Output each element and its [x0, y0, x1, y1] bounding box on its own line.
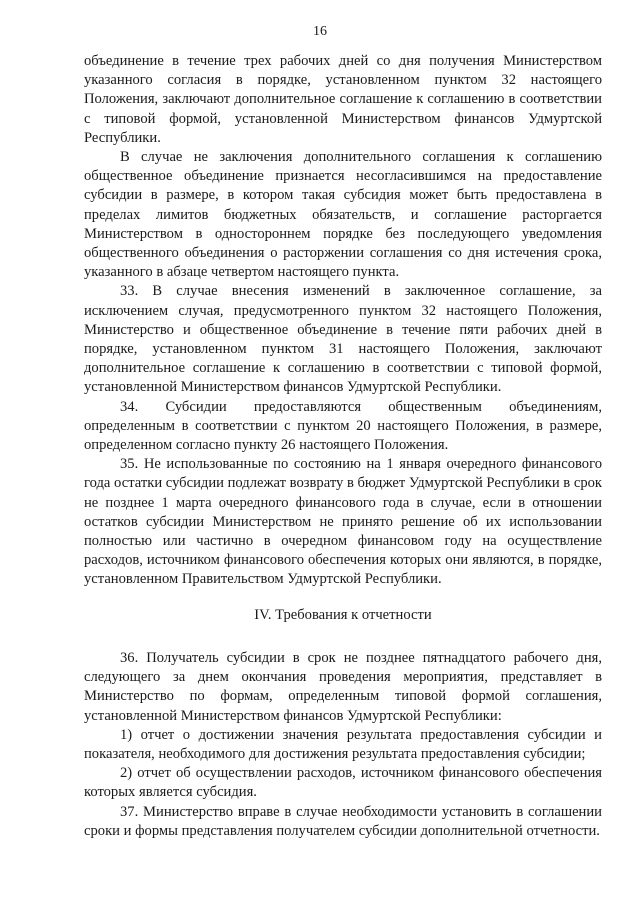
paragraph-item-34: 34. Субсидии предоставляются общественным объединениям, определенным в соответствии с пунктом 20 настоящего Положения, в размере, определенном согласно пункту 26 настоящего Положения.	[84, 398, 602, 454]
paragraph-continuation: объединение в течение трех рабочих дней со дня получения Министерством указанного согласия в порядке, установленном пунктом 32 настоящего Положения, заключают дополнительное соглашение к соглашению в соответствии с типовой формой, установленной Министерством финансов Удмуртской Республики.	[84, 53, 602, 146]
paragraph: В случае не заключения дополнительного соглашения к соглашению общественное объединение признается несогласившимся на предоставление субсидии в размере, в котором такая субсидия может быть предоставлена в пределах лимитов бюджетных обязательств, и соглашение расторгается Министерством в одностороннем порядке без последующего уведомления общественного объединения о расторжении соглашения со дня истечения срока, указанного в абзаце четвертом настоящего пункта.	[84, 149, 602, 281]
paragraph-subitem-2: 2) отчет об осуществлении расходов, источником финансового обеспечения которых является субсидия.	[84, 765, 602, 801]
page-number: 16	[313, 24, 327, 39]
paragraph-item-36: 36. Получатель субсидии в срок не позднее пятнадцатого рабочего дня, следующего за днем окончания проведения мероприятия, представляет в Министерство по формам, определенным типовой формой соглашения, установленной Министерством финансов Удмуртской Республики:	[84, 649, 602, 724]
paragraph-item-37: 37. Министерство вправе в случае необходимости установить в соглашении сроки и формы представления получателем субсидии дополнительной отчетности.	[84, 803, 602, 839]
section-heading: IV. Требования к отчетности	[254, 606, 432, 623]
paragraph-subitem-1: 1) отчет о достижении значения результата предоставления субсидии и показателя, необходимого для достижения результата предоставления субсидии;	[84, 726, 602, 762]
paragraph-item-35: 35. Не использованные по состоянию на 1 января очередного финансового года остатки субсидии подлежат возврату в бюджет Удмуртской Республики в срок не позднее 1 марта очередного финансового года в случае, если в отношении остатков субсидии Министерством не принято решение об их использовании полностью или частично в очередном финансовом году на осуществление расходов, источником финансового обеспечения которых они являются, в порядке, установленном Правительством Удмуртской Республики.	[84, 456, 602, 588]
paragraph-item-33: 33. В случае внесения изменений в заключенное соглашение, за исключением случая, предусмотренного пунктом 32 настоящего Положения, Министерство и общественное объединение в течение пяти рабочих дней в порядке, установленном пунктом 31 настоящего Положения, заключают дополнительное соглашение к соглашению в соответствии с типовой формой, установленной Министерством финансов Удмуртской Республики.	[84, 283, 602, 396]
document-body	[84, 52, 602, 841]
